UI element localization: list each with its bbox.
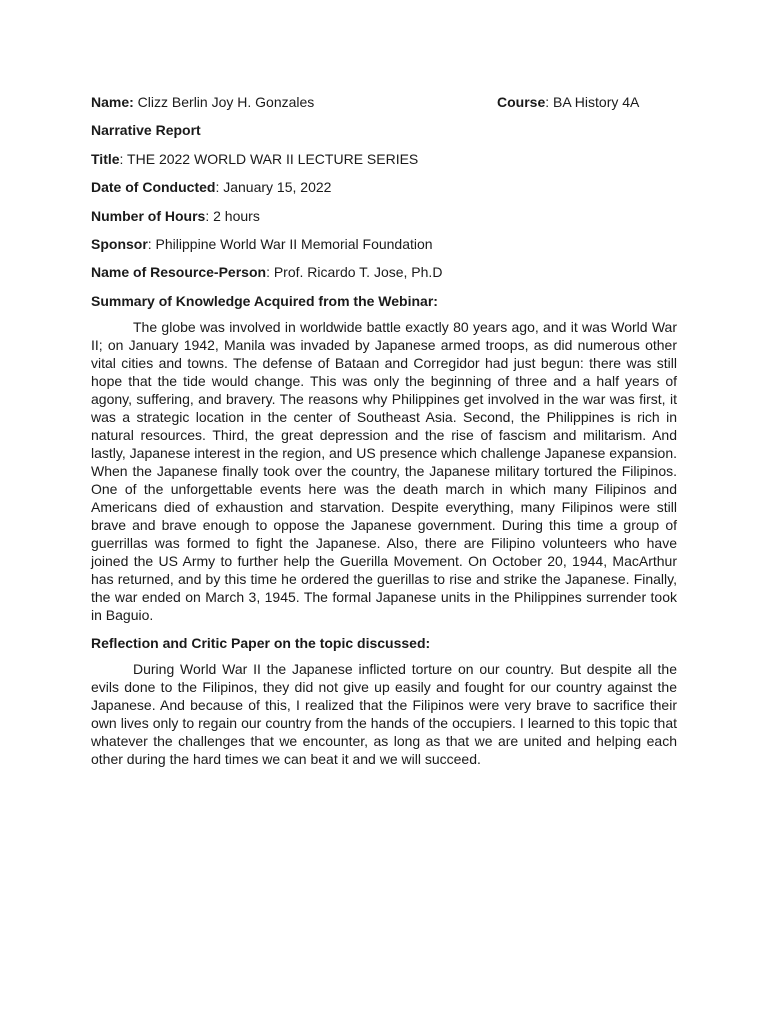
title-label: Title xyxy=(91,150,120,167)
course-value: : BA History 4A xyxy=(545,94,640,110)
course-label: Course xyxy=(497,94,546,110)
title-field xyxy=(91,149,677,169)
reflection-paragraph: During World War II the Japanese inflicted torture on our country. But despite all the evils done to the Filipinos, they did not give up easily and fought for our country against the Japanese. And because of this, I realized that the Filipinos were very brave to sacrifice their own lives only to regain our country from the hands of the occupiers. I learned to this topic that whatever the challenges that we encounter, as long as that we are united and helping each other during the hard times we can beat it and we will succeed. xyxy=(91,660,677,767)
date-label: Date of Conducted xyxy=(91,179,216,196)
hours-field xyxy=(91,206,677,226)
resource-person-value: : Prof. Ricardo T. Jose, Ph.D xyxy=(266,264,443,281)
resource-person-field xyxy=(91,262,677,282)
report-type-heading: Narrative Report xyxy=(91,122,201,139)
name-value: Clizz Berlin Joy H. Gonzales xyxy=(133,94,315,110)
resource-person-label: Name of Resource-Person xyxy=(91,264,267,281)
name-course-row xyxy=(91,92,677,112)
hours-label: Number of Hours xyxy=(91,207,206,224)
date-field xyxy=(91,177,677,197)
date-value: : January 15, 2022 xyxy=(215,179,332,196)
course-field xyxy=(497,92,639,112)
document-page xyxy=(91,92,677,768)
reflection-heading: Reflection and Critic Paper on the topic discussed: xyxy=(91,634,431,651)
hours-value: : 2 hours xyxy=(205,207,260,224)
sponsor-value: : Philippine World War II Memorial Foundation xyxy=(147,235,433,252)
sponsor-field xyxy=(91,234,677,254)
summary-paragraph: The globe was involved in worldwide battle exactly 80 years ago, and it was World War II; on January 1942, Manila was invaded by Japanese armed troops, as did numerous other vital cities and towns. The defense of Bataan and Corregidor had just begun: there was still hope that the tide would change. This was only the beginning of three and a half years of agony, suffering, and bravery. The reasons why Philippines get involved in the war was first, it was a strategic location in the center of Southeast Asia. Second, the Philippines is rich in natural resources. Third, the great depression and the rise of fascism and militarism. And lastly, Japanese interest in the region, and US presence which challenge Japanese expansion. When the Japanese finally took over the country, the Japanese military tortured the Filipinos. One of the unforgettable events here was the death march in which many Filipinos and Americans died of exhaustion and starvation. Despite everything, many Filipinos were still brave and brave enough to oppose the Japanese government. During this time a group of guerrillas was formed to fight the Japanese. Also, there are Filipino volunteers who have joined the US Army to further help the Guerilla Movement. On October 20, 1944, MacArthur has returned, and by this time he ordered the guerillas to rise and strike the Japanese. Finally, the war ended on March 3, 1945. The formal Japanese units in the Philippines surrender took in Baguio. xyxy=(91,318,677,623)
name-label: Name: xyxy=(91,94,134,110)
title-value: : THE 2022 WORLD WAR II LECTURE SERIES xyxy=(119,150,419,167)
summary-heading: Summary of Knowledge Acquired from the Webinar: xyxy=(91,292,438,309)
sponsor-label: Sponsor xyxy=(91,235,148,252)
name-field xyxy=(91,94,314,110)
